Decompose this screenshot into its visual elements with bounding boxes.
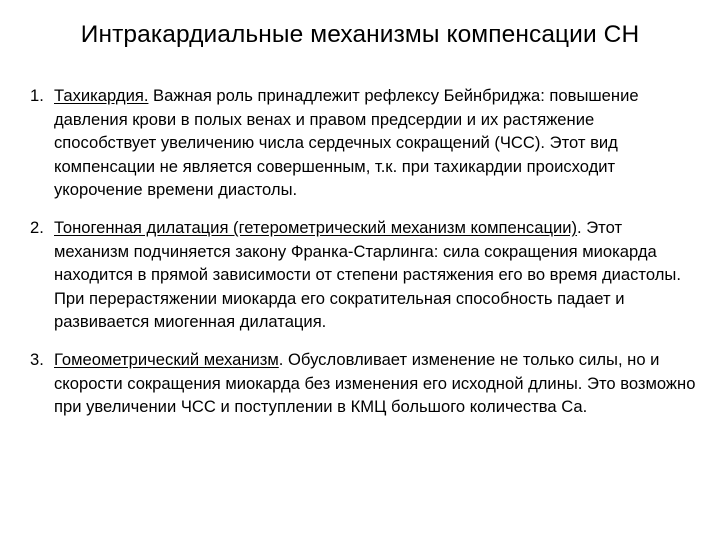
list-item-number: 1. [30, 86, 44, 105]
list-item-term: Тоногенная дилатация (гетерометрический механизм компенсации) [54, 217, 578, 237]
list-item-number: 2. [30, 217, 44, 237]
list-item-text: . Обусловливает изменение не только силы, но и скорости сокращения миокарда без изменения его исходной длины. Это возможно при увеличении ЧСС и поступлении в КМЦ большого количества Са. [54, 349, 696, 417]
list-item-term: Гомеометрический механизм [54, 349, 279, 369]
compensation-mechanisms-list [30, 84, 698, 419]
list-item-text: . Этот механизм подчиняется закону Франка-Старлинга: сила сокращения миокарда находится в прямой зависимости от степени растяжения его во время диастолы. При перерастяжении миокарда его сократительная способность падает и развивается миогенная дилатация. [54, 217, 681, 332]
slide-title: Интракардиальные механизмы компенсации СН [80, 21, 640, 48]
list-item-tachycardia [30, 84, 698, 202]
list-item-term: Тахикардия. [54, 86, 149, 105]
list-item-text: Важная роль принадлежит рефлексу Бейнбриджа: повышение давления крови в полых венах и правом предсердии и их растяжение способствует увеличению числа сердечных сокращений (ЧСС). Этот вид компенсации не является совершенным, т.к. при тахикардии происходит укорочение времени диастолы. [54, 86, 639, 200]
list-item-homeometric-mechanism [30, 348, 698, 419]
list-item-tonogenic-dilatation [30, 216, 698, 334]
list-item-number: 3. [30, 349, 44, 369]
